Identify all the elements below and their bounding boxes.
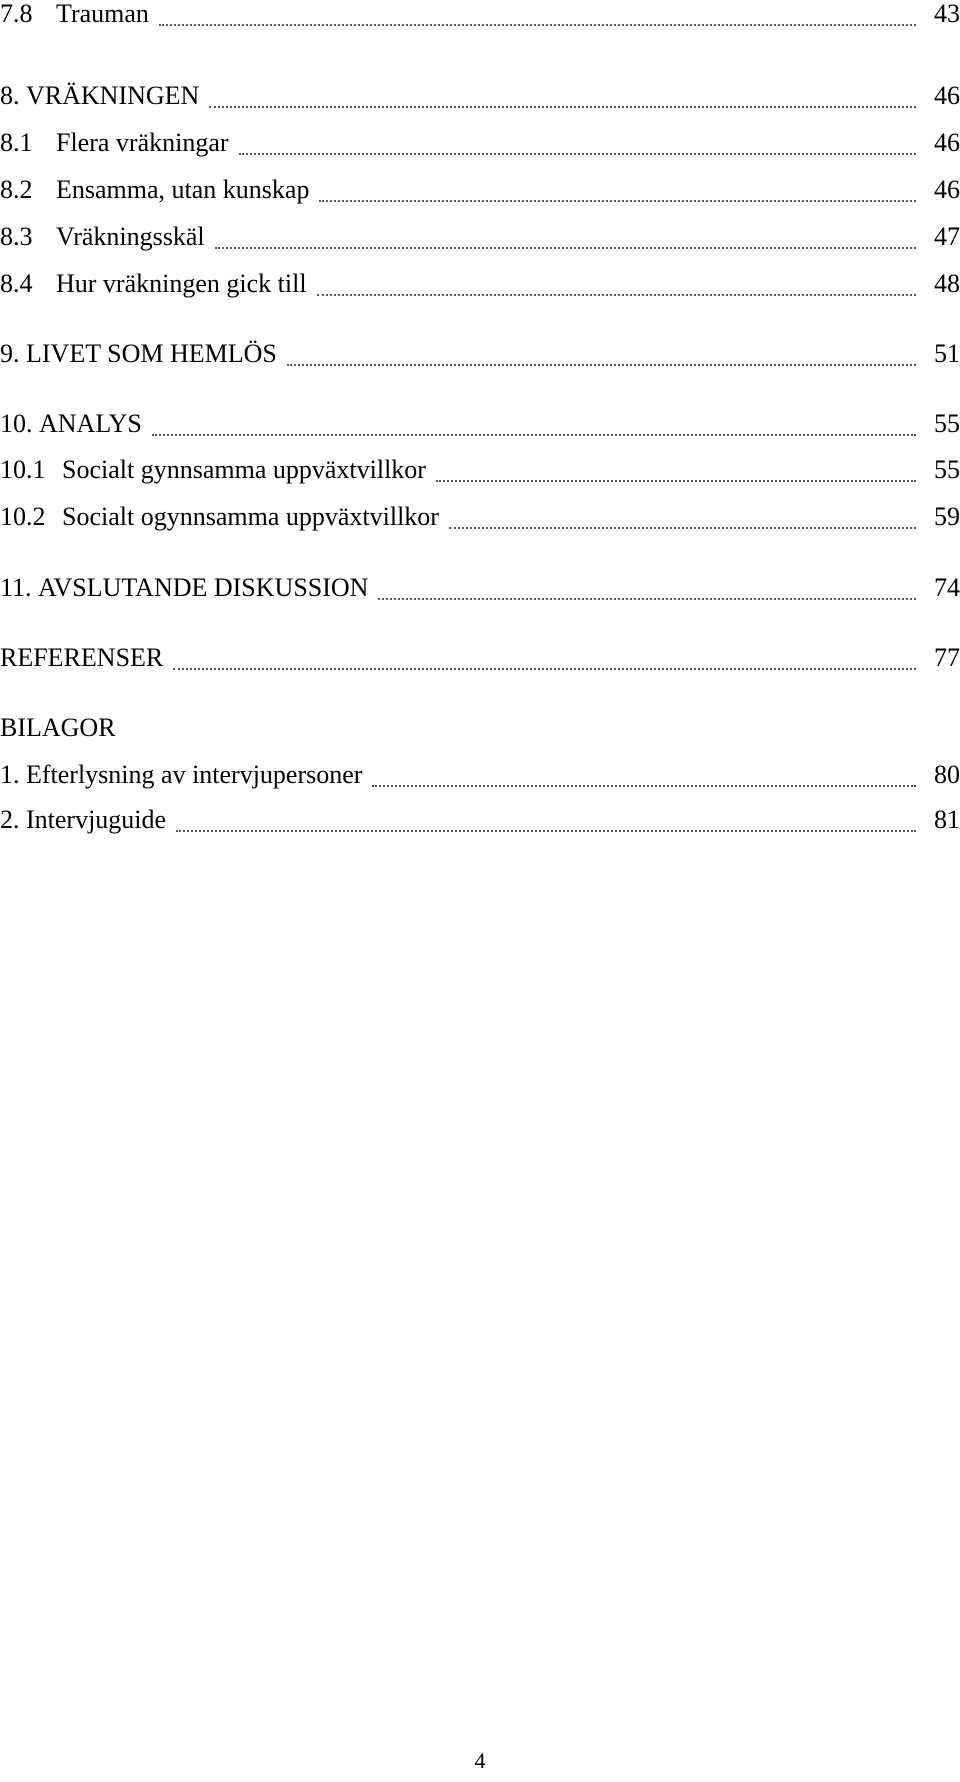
toc-entry-number: 8.: [0, 81, 20, 110]
toc-entry-8-4[interactable]: [0, 266, 960, 302]
toc-entry-page: 55: [934, 409, 960, 438]
toc-entry-title: Vräkningsskäl: [56, 222, 205, 251]
dot-leader: [287, 364, 916, 366]
toc-entry-title: LIVET SOM HEMLÖS: [26, 339, 277, 368]
toc-entry-page: 46: [934, 81, 960, 110]
toc-entry-title: Flera vräkningar: [56, 128, 229, 157]
toc-entry-8-2[interactable]: [0, 172, 960, 208]
dot-leader: [436, 480, 916, 482]
toc-entry-11[interactable]: [0, 570, 960, 606]
toc-entry-page: 80: [934, 760, 960, 789]
bilaga-entry-1[interactable]: [0, 757, 960, 793]
bilagor-heading: BILAGOR: [0, 713, 116, 742]
toc-entry-10-1[interactable]: [0, 452, 960, 488]
toc-entry-page: 59: [934, 502, 960, 531]
toc-entry-page: 77: [934, 643, 960, 672]
dot-leader: [152, 434, 916, 436]
dot-leader: [317, 294, 916, 296]
toc-entry-page: 81: [934, 805, 960, 834]
toc-entry-title: Efterlysning av intervjupersoner: [26, 760, 363, 789]
toc-entry-title: Ensamma, utan kunskap: [56, 175, 310, 204]
toc-entry-number: 2.: [0, 805, 20, 834]
toc-entry-title: Socialt gynnsamma uppväxtvillkor: [62, 455, 426, 484]
toc-entry-title: Intervjuguide: [26, 805, 167, 834]
toc-entry-number: 10.1: [0, 455, 46, 484]
toc-entry-number: 11.: [0, 573, 32, 602]
toc-entry-title: ANALYS: [39, 409, 142, 438]
toc-entry-referenser[interactable]: [0, 640, 960, 676]
toc-entry-title: Socialt ogynnsamma uppväxtvillkor: [62, 502, 439, 531]
dot-leader: [319, 200, 916, 202]
toc-entry-8-3[interactable]: [0, 219, 960, 255]
dot-leader: [378, 598, 916, 600]
toc-entry-page: 46: [934, 175, 960, 204]
toc-entry-title: Trauman: [56, 0, 149, 28]
bilaga-entry-2[interactable]: [0, 802, 960, 838]
dot-leader: [215, 247, 916, 249]
toc-entry-page: 51: [934, 339, 960, 368]
dot-leader: [209, 106, 916, 108]
dot-leader: [449, 527, 916, 529]
toc-entry-number: 8.4: [0, 269, 33, 298]
toc-entry-number: 8.1: [0, 128, 33, 157]
toc-entry-page: 55: [934, 455, 960, 484]
toc-entry-10-2[interactable]: [0, 499, 960, 535]
toc-entry-title: VRÄKNINGEN: [26, 81, 200, 110]
toc-entry-9[interactable]: [0, 336, 960, 372]
toc-entry-number: 8.2: [0, 175, 33, 204]
dot-leader: [176, 830, 916, 832]
toc-entry-number: 7.8: [0, 0, 33, 28]
toc-entry-title: AVSLUTANDE DISKUSSION: [38, 573, 369, 602]
toc-entry-8-1[interactable]: [0, 125, 960, 161]
toc-entry-page: 74: [934, 573, 960, 602]
toc-entry-number: 10.: [0, 409, 33, 438]
dot-leader: [239, 153, 916, 155]
toc-entry-number: 8.3: [0, 222, 33, 251]
toc-entry-page: 47: [934, 222, 960, 251]
toc-entry-page: 48: [934, 269, 960, 298]
toc-entry-page: 46: [934, 128, 960, 157]
toc-entry-7-8[interactable]: [0, 0, 960, 32]
page-number: 4: [474, 1748, 486, 1773]
dot-leader: [173, 668, 916, 670]
toc-entry-number: 1.: [0, 760, 20, 789]
dot-leader: [159, 24, 916, 26]
toc-entry-8[interactable]: [0, 78, 960, 114]
toc-entry-title: REFERENSER: [0, 643, 164, 672]
toc-entry-title: Hur vräkningen gick till: [56, 269, 307, 298]
toc-entry-10[interactable]: [0, 406, 960, 442]
dot-leader: [372, 785, 916, 787]
toc-entry-page: 43: [934, 0, 960, 28]
toc-entry-number: 10.2: [0, 502, 46, 531]
toc-entry-number: 9.: [0, 339, 20, 368]
